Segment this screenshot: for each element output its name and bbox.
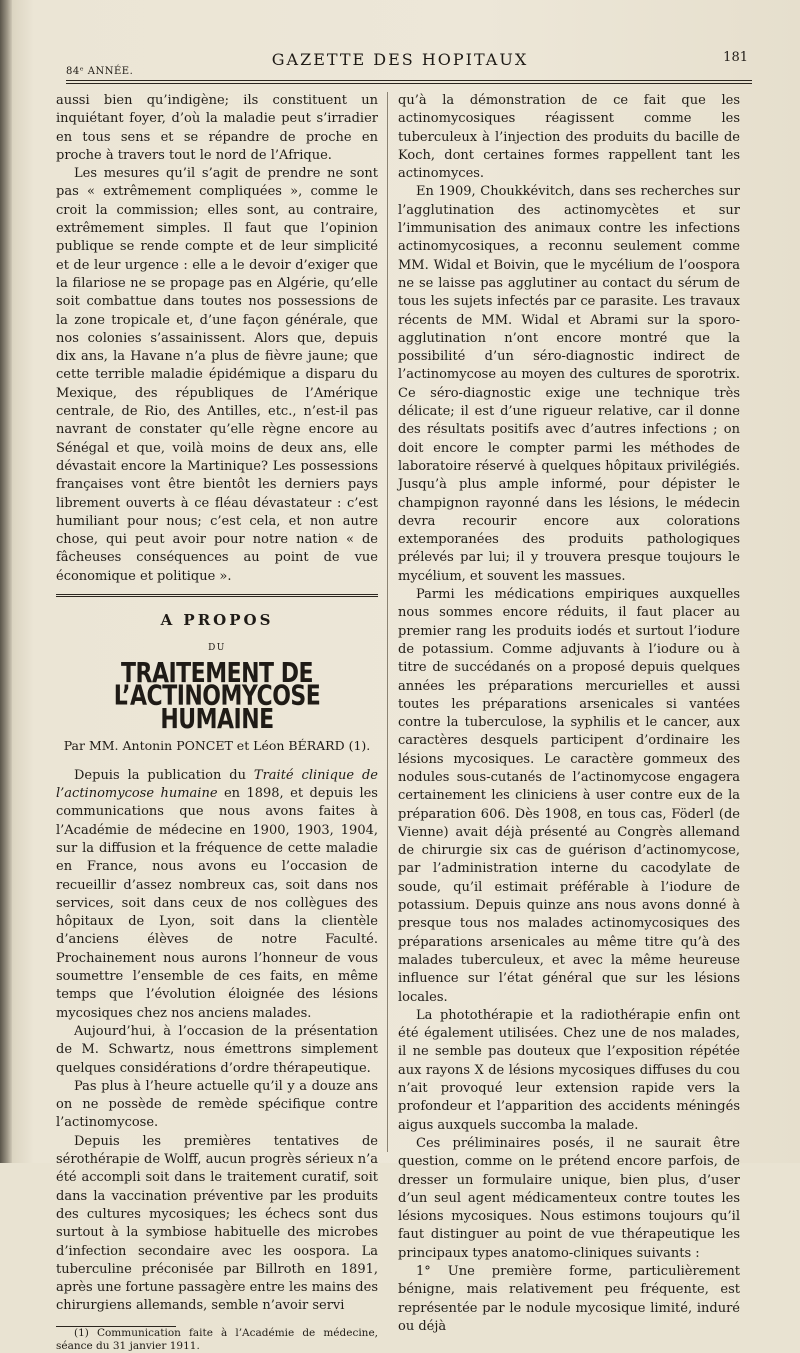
edition-label: 84ᵉ ANNÉE.: [66, 66, 134, 77]
paragraph: qu’à la démonstration de ce fait que les actinomycosiques réagissent comme les tuberculeux à l’injection des produits du bacille de Koch, dont certaines formes rappellent tant les actinomyces.: [398, 93, 740, 182]
paragraph: La photothérapie et la radiothérapie enfin ont été également utilisées. Chez une de nos malades, il ne semble pas douteux que l’exposition répétée aux rayons X de lésions mycosiques diffuses du cou n’ait provoqué leur extension rapide vers la profondeur et l’apparition des accidents méningés aigus auxquels succomba la malade.: [398, 1007, 740, 1133]
header-rule: [66, 80, 752, 81]
section-rule: [56, 594, 378, 597]
section-kicker-du: DU: [208, 643, 226, 654]
left-column: [56, 92, 378, 1353]
paragraph: Pas plus à l’heure actuelle qu’il y a douze ans on ne possède de remède spécifique contre l’actinomycose.: [56, 1078, 378, 1131]
paragraph: Parmi les médications empiriques auxquelles nous sommes encore réduits, il faut placer au premier rang les produits iodés et surtout l’iodure de potassium. Comme adjuvants à l’iodure ou à titre de succédanés on a proposé depuis quelques années les préparations mercurielles et aussi toutes les préparations arsenicales si vantées contre la tuberculose, la syphilis et le cancer, aux caractères desquels participent d’ordinaire les lésions mycosiques. Le caractère gommeux des nodules sous-cutanés de l’actinomycose engagera certainement les cliniciens à user contre eux de la préparation 606. Dès 1908, en tous cas, Föderl (de Vienne) avait déjà présenté au Congrès allemand de chirurgie six cas de guérison d’actinomycose, par l’administration interne du cacodylate de soude, qu’il estimait préférable à l’iodure de potassium. Depuis quinze ans nous avons donné à presque tous nos malades actinomycosiques des préparations arsenicales au même titre qu’à des malades tuberculeux, et avec la même heureuse influence sur l’état général que sur les lésions locales.: [398, 587, 740, 1005]
running-head: [0, 44, 800, 77]
header-rule-secondary: [66, 83, 752, 84]
paragraph: [56, 767, 378, 1023]
article-headline: TRAITEMENT DE L’ACTINOMYCOSE HUMAINE: [113, 657, 321, 735]
article-byline: Par MM. Antonin PONCET et Léon BÉRARD (1).: [63, 737, 371, 753]
paragraph: Aujourd’hui, à l’occasion de la présentation de M. Schwartz, nous émettrons simplement quelques considérations d’ordre thérapeutique.: [56, 1023, 378, 1076]
text-run: en 1898, et depuis les communications que nous avons faites à l’Académie de médecine en 1900, 1903, 1904, sur la diffusion et la fréquence de cette maladie en France, nous avons eu l’occasion de recueillir d’assez nombreux cas, soit dans nos services, soit dans ceux de nos collègues des hôpitaux de Lyon, soit dans la clientèle d’anciens élèves de notre Faculté. Prochainement nous aurons l’honneur de vous soumettre l’ensemble de ces faits, en même temps que l’évolution éloignée des lésions mycosiques chez nos anciens malades.: [56, 786, 378, 1021]
paragraph: aussi bien qu’indigène; ils constituent un inquiétant foyer, d’où la maladie peut s’irradier en tous sens et se répandre de proche en proche à travers tout le nord de l’Afrique.: [56, 93, 378, 163]
paragraph: Les mesures qu’il s’agit de prendre ne sont pas « extrêmement compliquées », comme le croit la commission; elles sont, au contraire, extrêmement simples. Il faut que l’opinion publique se rende compte et de leur simplicité et de leur urgence : elle a le devoir d’exiger que la filariose ne se propage pas en Algérie, qu’elle soit combattue dans toutes nos possessions de la zone tropicale et, d’une façon générale, que nos colonies s’assainissent. Alors que, depuis dix ans, la Havane n’a plus de fièvre jaune; que cette terrible maladie épidémique a disparu du Mexique, des républiques de l’Amérique centrale, de Rio, des Antilles, etc., n’est-il pas navrant de constater qu’elle règne encore au Sénégal et que, voilà moins de deux ans, elle dévastait encore la Martinique? Les possessions françaises vont être bientôt les derniers pays librement ouverts à ce fléau dévastateur : c’est humiliant pour nous; c’est cela, et non autre chose, qui peut avoir pour notre nation « de fâcheuses conséquences au point de vue économique et politique ».: [56, 166, 378, 584]
right-column: [398, 92, 740, 1336]
text-run: Depuis la publication du: [74, 767, 254, 783]
page-number: 181: [723, 50, 748, 65]
journal-title: GAZETTE DES HOPITAUX: [271, 50, 529, 69]
paragraph: Ces préliminaires posés, il ne saurait être question, comme on le prétend encore parfois, de dresser un formulaire unique, bien plus, d’user d’un seul agent médicamenteux contre toutes les lésions mycosiques. Nous estimons toujours qu’il faut distinguer au point de vue thérapeutique les principaux types anatomo-cliniques suivants :: [398, 1135, 740, 1261]
column-divider: [387, 92, 388, 1152]
paragraph: Depuis les premières tentatives de sérothérapie de Wolff, aucun progrès sérieux n’a été accompli soit dans le traitement curatif, soit dans la vaccination préventive par les produits des cultures mycosiques; les échecs sont dus surtout à la symbiose habituelle des microbes d’infection secondaire avec les oospora. La tuberculine préconisée par Billroth en 1891, après une fortune passagère entre les mains des chirurgiens allemands, semble n’avoir servi: [56, 1133, 378, 1314]
paragraph: 1° Une première forme, particulièrement bénigne, mais relativement peu fréquente, est représentée par le nodule mycosique limité, induré ou déjà: [398, 1264, 740, 1334]
page-binding-edge: [0, 0, 12, 1163]
paragraph: En 1909, Choukkévitch, dans ses recherches sur l’agglutination des actinomycètes et sur l’immunisation des animaux contre les infections actinomycosiques, a reconnu seulement comme MM. Widal et Boivin, que le mycélium de l’oospora ne se laisse pas agglutiner au contact du sérum de tous les sujets infectés par ce parasite. Les travaux récents de MM. Widal et Abrami sur la sporo-agglutination n’ont encore montré que la possibilité d’un séro-diagnostic indirect de l’actinomycose au moyen des cultures de sporotrix. Ce séro-diagnostic exige une technique très délicate; il est d’une rigueur relative, car il donne des résultats positifs avec d’autres infections ; on doit encore le compter parmi les méthodes de laboratoire réservé à quelques hôpitaux privilégiés. Jusqu’à plus ample informé, pour dépister le champignon rayonné dans les lésions, le médecin devra recourir encore aux colorations extemporanées des produits pathologiques prélevés par lui; il y trouvera presque toujours le mycélium, et souvent les massues.: [398, 184, 740, 584]
footnote: (1) Communication faite à l’Académie de médecine, séance du 31 janvier 1911.: [56, 1326, 378, 1352]
book-title: Traité clinique de l’actinomycose humaine: [56, 767, 378, 802]
section-kicker: A PROPOS: [160, 611, 274, 630]
